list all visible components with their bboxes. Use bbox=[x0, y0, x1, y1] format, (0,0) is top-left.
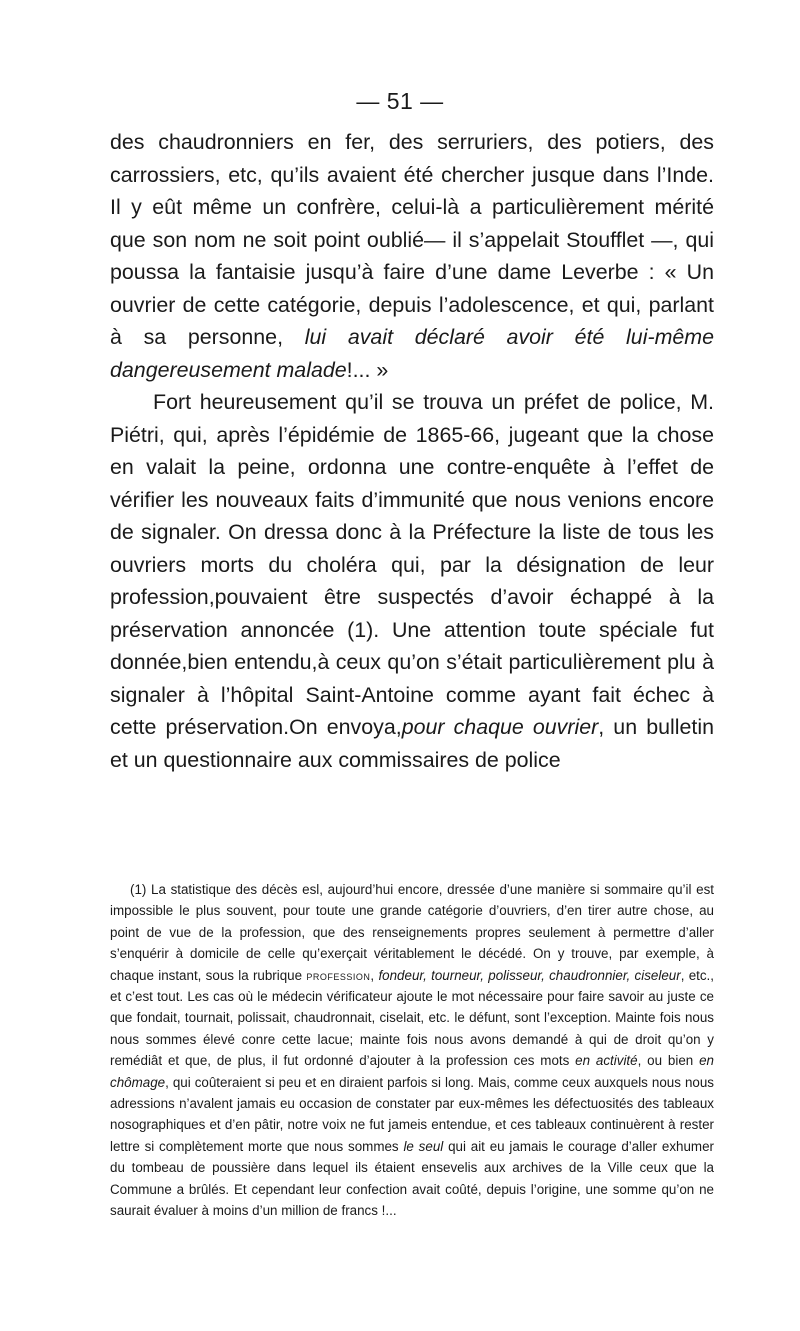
paragraph-1-text: des chaudronniers en fer, des serruriers, des potiers, des carrossiers, etc, qu’ils avaient été chercher jusque dans l’Inde. Il y eût même un confrère, celui-là a particulièrement mérité que son nom ne soit point oublié— il s’appelait Stoufflet —, qui poussa la fantaisie jusqu’à faire d’une dame Leverbe : « Un ouvrier de cette catégorie, depuis l’adolescence, et qui, parlant à sa personne, bbox=[110, 130, 714, 349]
paragraph-2-end: , un bulletin et un questionnaire aux commissaires de police bbox=[110, 715, 714, 772]
footnote-1 bbox=[110, 879, 714, 1222]
paragraph-2 bbox=[110, 386, 714, 776]
footnote-1-italic-2: en activité bbox=[575, 1053, 638, 1069]
footnote-1-smallcaps: profession bbox=[306, 967, 371, 983]
paragraph-1-italic: lui avait déclaré avoir été lui-même dangereusement malade bbox=[110, 325, 715, 382]
footnote-1-part-3: , etc., et c’est tout. Les cas où le médecin vérificateur ajoute le mot nécessaire pour faire savoir au juste ce que fondait, tournait, polissait, chaudronnait, ciselait, etc. le défunt, sont l’exception. Mainte fois nous nous sommes élevé conre cette lacue; mainte fois nous avons demandé à qui de droit qu’on y remédiât et que, de plus, il fut ordonné d’ajouter à la profession ces mots bbox=[110, 967, 714, 1069]
footnote-1-part-1: (1) La statistique des décès esl, aujourd’hui encore, dressée d’une manière si sommaire qu’il est impossible le plus souvent, pour toute une grande catégorie d’ouvriers, d’en tirer autre chose, au point de vue de la profession, que des renseignements propres seulement à permettre d’aller s’enquérir à domicile de celle qu’exerçait véritablement le décédé. On y trouve, par exemple, à chaque instant, sous la rubrique bbox=[110, 882, 714, 983]
body-text bbox=[110, 126, 714, 776]
page-number: — 51 — bbox=[356, 88, 444, 114]
paragraph-2-text: Fort heureusement qu’il se trouva un préfet de police, M. Piétri, qui, après l’épidémie de 1865-66, jugeant que la chose en valait la peine, ordonna une contre-enquête à l’effet de vérifier les nouveaux faits d’immunité que nous venions encore de signaler. On dressa donc à la Préfecture la liste de tous les ouvriers morts du choléra qui, par la désignation de leur profession,pouvaient être suspectés d’avoir échappé à la préservation annoncée (1). Une attention toute spéciale fut donnée,bien entendu,à ceux qu’on s’était particulièrement plu à signaler à l’hôpital Saint-Antoine comme ayant fait échec à cette préservation.On envoya, bbox=[110, 390, 714, 739]
paragraph-2-italic: pour chaque ouvrier bbox=[401, 715, 599, 739]
footnote-1-part-2: , bbox=[370, 967, 375, 983]
footnote-1-part-5: , qui coûteraient si peu et en diraient parfois si long. Mais, comme ceux auxquels nous nous adressions n’avalent jamais eu occasion de constater par eux-mêmes les défectuosités des tableaux nosographiques et d’en pâtir, notre voix ne fut jameis entendue, et ces tableaux continuèrent à rester lettre si complètement morte que nous sommes bbox=[110, 1074, 714, 1154]
paragraph-1-end: !... » bbox=[346, 357, 389, 382]
footnote-1-italic-3: en chômage bbox=[110, 1053, 714, 1090]
footnote-1-italic-4: le seul bbox=[403, 1138, 444, 1154]
footnote-1-part-6: qui ait eu jamais le courage d’aller exhumer du tombeau de poussière dans lequel ils étaient ensevelis aux archives de la Ville ceux que la Commune a brûlés. Et cependant leur confection avait coûté, depuis l’origine, une somme qu’on ne saurait évaluer à moins d’un million de francs !... bbox=[110, 1138, 714, 1219]
footnotes bbox=[110, 879, 714, 1222]
footnote-1-italic-1: fondeur, tourneur, polisseur, chaudronnier, ciseleur bbox=[378, 967, 681, 983]
footnote-1-part-4: , ou bien bbox=[637, 1053, 694, 1069]
paragraph-1 bbox=[110, 126, 714, 386]
